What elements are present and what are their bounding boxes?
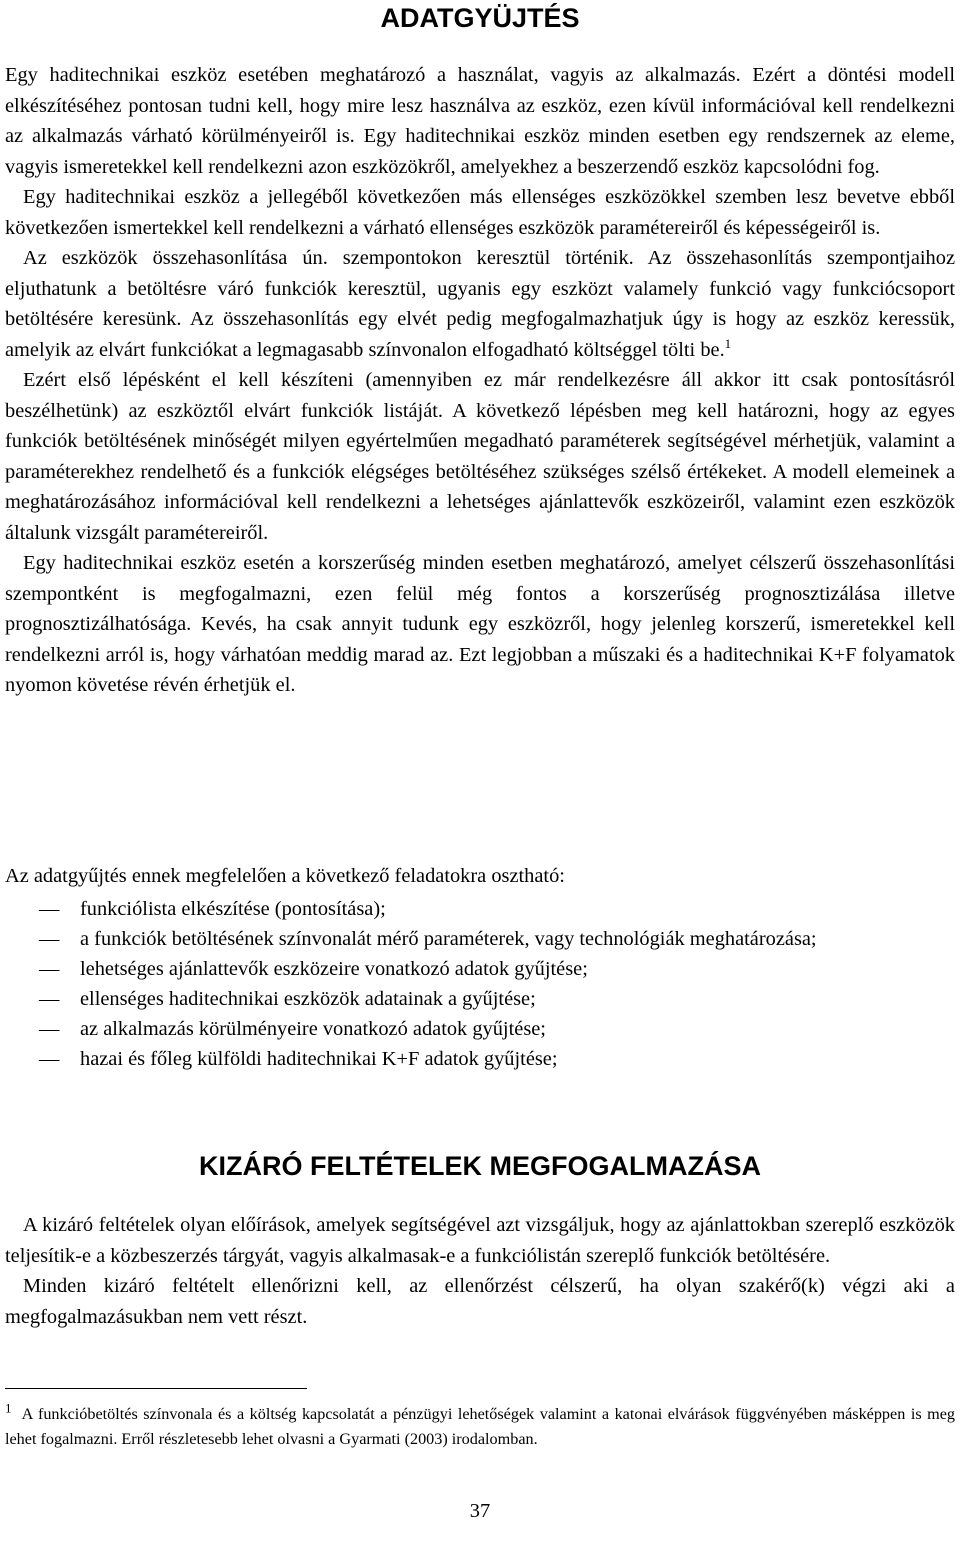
- footnote-paragraph: [5, 1402, 955, 1452]
- footnote: [5, 1402, 955, 1452]
- footnote-reference[interactable]: 1: [724, 335, 732, 351]
- footnote-mark: 1: [5, 1400, 12, 1416]
- body-section-1: [5, 60, 955, 701]
- page-number: 37: [469, 1500, 491, 1522]
- paragraph-comparison: [5, 243, 955, 365]
- list-item: — hazai és főleg külföldi haditechnikai K+F adatok gyűjtése;: [5, 1044, 955, 1074]
- task-list: [5, 894, 955, 1074]
- body-section-2: [5, 1210, 955, 1332]
- list-intro: Az adatgyűjtés ennek megfelelően a következő feladatokra osztható:: [5, 865, 565, 887]
- paragraph-comparison-text: Az eszközök összehasonlítása ún. szempontokon keresztül történik. Az összehasonlítás szempontjaihoz eljuthatunk a betöltésre váró funkciók keresztül, ugyanis egy eszközt valamely funkció vagy funkciócsoport betöltésére keresünk. Az összehasonlítás egy elvét pedig megfogalmazhatjuk úgy is hogy az eszköz keressük, amelyik az elvárt funkciókat a legmagasabb színvonalon elfogadható költséggel tölti be.: [5, 247, 955, 361]
- dash-icon: —: [39, 987, 60, 1010]
- dash-icon: —: [39, 957, 60, 980]
- footnote-text: A funkcióbetöltés színvonala és a költség kapcsolatát a pénzügyi lehetőségek valamint a katonai elvárások függvényében másképpen is meg lehet fogalmazni. Erről részletesebb lehet olvasni a Gyarmati (2003) irodalomban.: [5, 1405, 955, 1448]
- dash-icon: —: [39, 1017, 60, 1040]
- paragraph-first-step: Ezért első lépésként el kell készíteni (amennyiben ez már rendelkezésre áll akkor itt csak pontosításról beszélhetünk) az eszköztől elvárt funkciók listáját. A következő lépésben meg kell határozni, hogy az egyes funkciók betöltésének minőségét milyen egyértelműen megadható paraméterek segítségével mérhetjük, valamint a paraméterekhez rendelhető és a funkciók elégséges betöltéséhez szükséges szélső értékeket. A modell elemeinek a meghatározásához információval kell rendelkezni a lehetséges ajánlattevők eszközeiről, valamint ezen eszközök általunk vizsgált paramétereiről.: [5, 369, 955, 544]
- section-heading-kizaro-feltetelek: KIZÁRÓ FELTÉTELEK MEGFOGALMAZÁSA: [199, 1151, 761, 1181]
- section-heading-adatgyujtes: ADATGYÜJTÉS: [380, 3, 580, 33]
- footnote-divider: [5, 1388, 307, 1389]
- dash-icon: —: [39, 897, 60, 920]
- task-list-section: [5, 861, 955, 1074]
- dash-icon: —: [39, 1047, 60, 1070]
- list-item: — a funkciók betöltésének színvonalát mérő paraméterek, vagy technológiák meghatározása;: [5, 924, 955, 954]
- list-item: — az alkalmazás körülményeire vonatkozó adatok gyűjtése;: [5, 1014, 955, 1044]
- paragraph-enemy-devices: Egy haditechnikai eszköz a jellegéből következően más ellenséges eszközökkel szemben lesz bevetve ebből következően ismertekkel kell rendelkezni a várható ellenséges eszközök paramétereiről és képességeiről is.: [5, 186, 955, 239]
- paragraph-exclusion-check: Minden kizáró feltételt ellenőrizni kell, az ellenőrzést célszerű, ha olyan szakérő(k) végzi aki a megfogalmazásukban nem vett részt.: [5, 1275, 955, 1328]
- paragraph-intro: Egy haditechnikai eszköz esetében meghatározó a használat, vagyis az alkalmazás. Ezért a döntési modell elkészítéséhez pontosan tudni kell, hogy mire lesz használva az eszköz, ezen kívül információval kell rendelkezni az alkalmazás várható körülményeiről is. Egy haditechnikai eszköz minden esetben egy rendszernek az eleme, vagyis ismeretekkel kell rendelkezni azon eszközökről, amelyekhez a beszerzendő eszköz kapcsolódni fog.: [5, 64, 955, 178]
- dash-icon: —: [39, 927, 60, 950]
- list-item: — ellenséges haditechnikai eszközök adatainak a gyűjtése;: [5, 984, 955, 1014]
- paragraph-modernity: Egy haditechnikai eszköz esetén a korszerűség minden esetben meghatározó, amelyet célszerű összehasonlítási szempontként is megfogalmazni, ezen felül még fontos a korszerűség prognosztizálása illetve prognosztizálhatósága. Kevés, ha csak annyit tudunk egy eszközről, hogy jelenleg korszerű, ismeretekkel kell rendelkezni arról is, hogy várhatóan meddig marad az. Ezt legjobban a műszaki és a haditechnikai K+F folyamatok nyomon követése révén érhetjük el.: [5, 552, 955, 696]
- list-item: — funkciólista elkészítése (pontosítása);: [5, 894, 955, 924]
- list-item: — lehetséges ajánlattevők eszközeire vonatkozó adatok gyűjtése;: [5, 954, 955, 984]
- paragraph-exclusion-definition: A kizáró feltételek olyan előírások, amelyek segítségével azt vizsgáljuk, hogy az ajánlattokban szereplő eszközök teljesítik-e a közbeszerzés tárgyát, vagyis alkalmasak-e a funkciólistán szereplő funkciók betöltésére.: [5, 1214, 955, 1267]
